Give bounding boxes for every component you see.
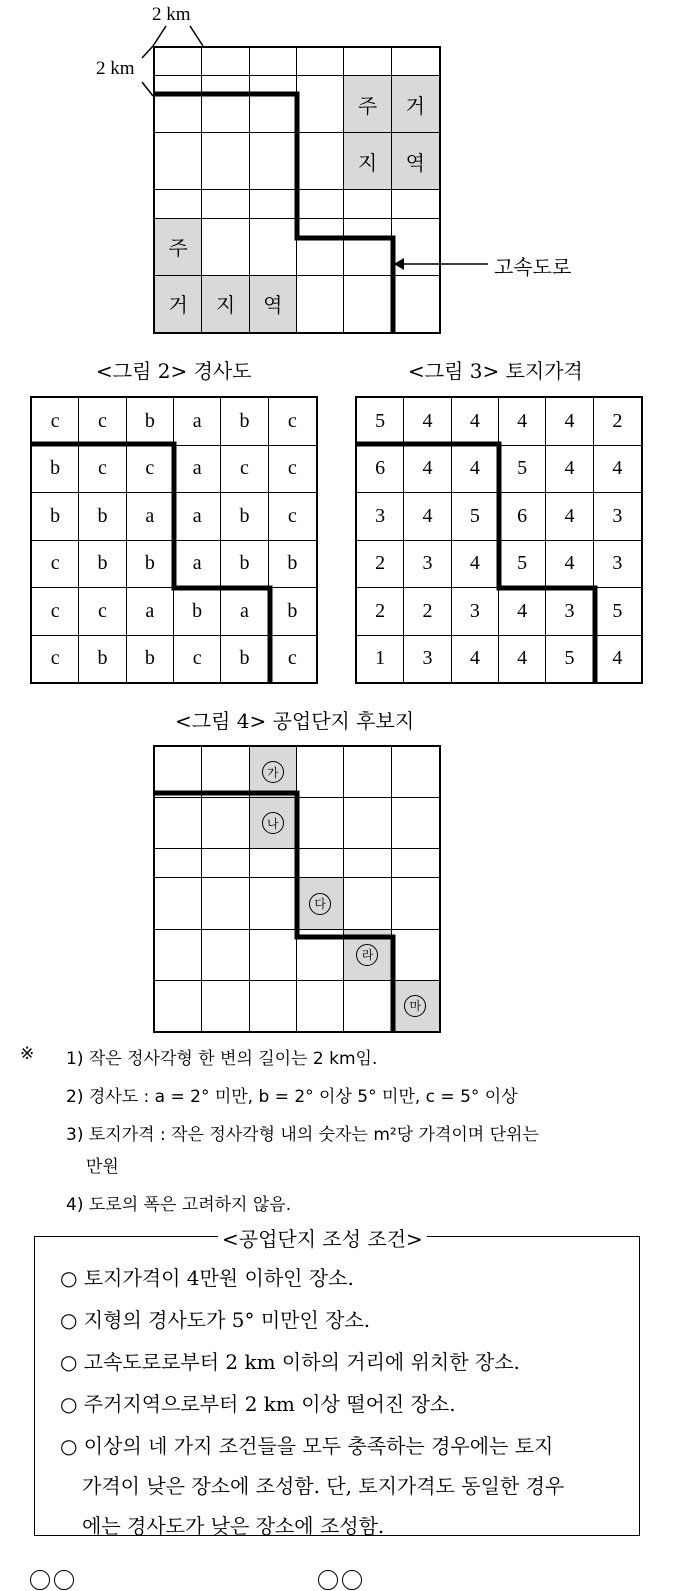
grid-cell: 5	[594, 588, 641, 636]
note-3a: 3) 토지가격 : 작은 정사각형 내의 숫자는 m²당 가격이며 단위는	[66, 1125, 539, 1145]
grid-cell	[202, 219, 249, 276]
grid-cell	[392, 190, 439, 218]
grid-cell: 지	[344, 133, 391, 190]
grid-cell: 6	[499, 493, 546, 541]
grid-cell: b	[127, 541, 174, 589]
grid-cell: 3	[452, 588, 499, 636]
grid-cell: c	[269, 446, 316, 494]
condition-5: ○ 이상의 네 가지 조건들을 모두 충족하는 경우에는 토지	[60, 1434, 554, 1458]
grid-cell: 4	[499, 588, 546, 636]
grid-cell	[202, 76, 249, 133]
grid-cell	[344, 276, 391, 332]
grid-cell	[344, 981, 391, 1031]
grid-cell: 2	[594, 398, 641, 446]
note-2: 2) 경사도 : a = 2° 미만, b = 2° 이상 5° 미만, c = 5° 이상	[66, 1087, 518, 1107]
grid-cell	[202, 849, 249, 878]
slope-grid	[30, 396, 318, 684]
grid-cell	[297, 878, 344, 929]
choice-marker	[30, 1570, 50, 1590]
grid-cell	[250, 76, 297, 133]
grid-cell: 4	[546, 446, 593, 494]
grid-cell	[155, 930, 202, 981]
grid-cell: b	[32, 446, 79, 494]
grid-cell	[155, 798, 202, 849]
grid-cell	[250, 747, 297, 798]
grid-cell: c	[269, 493, 316, 541]
grid-cell	[155, 76, 202, 133]
candidate-label: 마	[404, 995, 426, 1017]
grid-cell: 거	[155, 276, 202, 332]
grid-cell: 4	[404, 493, 451, 541]
grid-cell: c	[79, 588, 126, 636]
grid-cell	[297, 798, 344, 849]
grid-cell: 5	[499, 446, 546, 494]
grid-cell: 4	[452, 446, 499, 494]
grid-cell: b	[221, 636, 268, 683]
grid-cell	[297, 48, 344, 76]
condition-5-cont: 가격이 낮은 장소에 조성함. 단, 토지가격도 동일한 경우	[82, 1474, 565, 1498]
condition-1: ○ 토지가격이 4만원 이하인 장소.	[60, 1266, 354, 1290]
grid-cell	[202, 798, 249, 849]
grid-cell: 역	[250, 276, 297, 332]
dimension-label-top: 2 km	[152, 4, 191, 25]
grid-cell	[155, 133, 202, 190]
candidate-site-grid	[153, 745, 441, 1033]
grid-cell	[250, 133, 297, 190]
grid-cell	[250, 878, 297, 929]
grid-cell: 2	[357, 588, 404, 636]
grid-cell	[344, 849, 391, 878]
grid-cell	[155, 981, 202, 1031]
grid-cell: 3	[357, 493, 404, 541]
grid-cell	[155, 878, 202, 929]
grid-cell	[392, 849, 439, 878]
grid-cell: c	[174, 636, 221, 683]
grid-cell	[250, 849, 297, 878]
grid-cell	[202, 190, 249, 218]
fig2-caption: <그림 2> 경사도	[96, 359, 252, 383]
grid-cell: 5	[499, 541, 546, 589]
grid-cell: 4	[452, 541, 499, 589]
grid-cell: 3	[546, 588, 593, 636]
grid-cell: b	[221, 398, 268, 446]
land-price-grid	[355, 396, 643, 684]
grid-cell: 4	[499, 398, 546, 446]
grid-cell: 4	[499, 636, 546, 683]
grid-cell: c	[79, 398, 126, 446]
grid-cell: 지	[202, 276, 249, 332]
conditions-title: <공업단지 조성 조건>	[218, 1223, 427, 1252]
grid-cell	[202, 930, 249, 981]
highway-label: 고속도로	[494, 255, 572, 279]
grid-cell	[344, 930, 391, 981]
grid-cell	[202, 133, 249, 190]
candidate-label: 다	[309, 893, 331, 915]
grid-cell: 2	[404, 588, 451, 636]
grid-cell	[344, 190, 391, 218]
grid-cell: a	[174, 398, 221, 446]
grid-cell: b	[127, 398, 174, 446]
condition-2: ○ 지형의 경사도가 5° 미만인 장소.	[60, 1308, 371, 1332]
grid-cell: c	[32, 636, 79, 683]
grid-cell	[392, 276, 439, 332]
grid-cell: 3	[594, 541, 641, 589]
grid-cell	[297, 930, 344, 981]
grid-cell: 4	[546, 398, 593, 446]
note-1: 1) 작은 정사각형 한 변의 길이는 2 km임.	[66, 1049, 378, 1069]
grid-cell	[250, 190, 297, 218]
grid-cell: 5	[546, 636, 593, 683]
grid-cell	[344, 798, 391, 849]
choice-marker	[54, 1570, 74, 1590]
dimension-label-left: 2 km	[96, 58, 135, 79]
grid-cell: c	[32, 398, 79, 446]
grid-cell	[392, 878, 439, 929]
grid-cell: 4	[404, 398, 451, 446]
grid-cell	[297, 849, 344, 878]
grid-cell	[297, 276, 344, 332]
grid-cell: 4	[546, 541, 593, 589]
grid-cell	[297, 133, 344, 190]
grid-cell	[392, 219, 439, 276]
grid-cell: c	[221, 446, 268, 494]
grid-cell	[155, 48, 202, 76]
grid-cell	[155, 190, 202, 218]
grid-cell: 4	[594, 446, 641, 494]
fig4-caption: <그림 4> 공업단지 후보지	[175, 709, 415, 733]
grid-cell	[250, 981, 297, 1031]
grid-cell: 3	[404, 541, 451, 589]
grid-cell	[250, 798, 297, 849]
grid-cell: b	[79, 493, 126, 541]
grid-cell	[202, 747, 249, 798]
grid-cell	[297, 981, 344, 1031]
grid-cell: b	[79, 636, 126, 683]
grid-cell: a	[127, 493, 174, 541]
note-3b: 만원	[86, 1157, 119, 1177]
condition-4: ○ 주거지역으로부터 2 km 이상 떨어진 장소.	[60, 1392, 456, 1416]
grid-cell: b	[32, 493, 79, 541]
grid-cell: 역	[392, 133, 439, 190]
grid-cell	[250, 219, 297, 276]
grid-cell	[155, 849, 202, 878]
grid-cell: c	[32, 588, 79, 636]
choice-marker	[342, 1570, 362, 1590]
grid-cell: 1	[357, 636, 404, 683]
grid-cell: c	[79, 446, 126, 494]
grid-cell: b	[127, 636, 174, 683]
grid-cell: a	[127, 588, 174, 636]
grid-cell: 3	[404, 636, 451, 683]
grid-cell: a	[174, 541, 221, 589]
grid-cell: 5	[357, 398, 404, 446]
grid-cell	[202, 981, 249, 1031]
grid-cell	[250, 930, 297, 981]
grid-cell: c	[127, 446, 174, 494]
grid-cell: 주	[155, 219, 202, 276]
grid-cell: b	[221, 493, 268, 541]
grid-cell	[344, 219, 391, 276]
residential-map-grid	[153, 46, 441, 334]
candidate-label: 나	[262, 812, 284, 834]
grid-cell	[297, 190, 344, 218]
grid-cell: 4	[452, 636, 499, 683]
grid-cell	[250, 48, 297, 76]
grid-cell: 2	[357, 541, 404, 589]
grid-cell: 4	[546, 493, 593, 541]
note-4: 4) 도로의 폭은 고려하지 않음.	[66, 1195, 292, 1215]
grid-cell	[344, 878, 391, 929]
grid-cell: c	[32, 541, 79, 589]
grid-cell: 3	[594, 493, 641, 541]
grid-cell	[392, 930, 439, 981]
grid-cell: a	[221, 588, 268, 636]
condition-3: ○ 고속도로로부터 2 km 이하의 거리에 위치한 장소.	[60, 1350, 520, 1374]
grid-cell	[202, 48, 249, 76]
grid-cell	[392, 981, 439, 1031]
candidate-label: 라	[356, 944, 378, 966]
grid-cell: 4	[452, 398, 499, 446]
note-mark: ※	[20, 1044, 35, 1064]
candidate-label: 가	[262, 761, 284, 783]
grid-cell	[344, 747, 391, 798]
grid-cell	[392, 747, 439, 798]
grid-cell	[344, 48, 391, 76]
grid-cell	[297, 219, 344, 276]
grid-cell: a	[174, 446, 221, 494]
grid-cell	[392, 48, 439, 76]
grid-cell: a	[174, 493, 221, 541]
grid-cell	[297, 747, 344, 798]
grid-cell: b	[79, 541, 126, 589]
grid-cell	[202, 878, 249, 929]
grid-cell: c	[269, 398, 316, 446]
condition-5-cont2: 에는 경사도가 낮은 장소에 조성함.	[82, 1514, 385, 1538]
grid-cell: b	[269, 541, 316, 589]
grid-cell: b	[269, 588, 316, 636]
grid-cell: 4	[612, 647, 623, 670]
grid-cell	[392, 798, 439, 849]
grid-cell: 6	[357, 446, 404, 494]
grid-cell	[297, 76, 344, 133]
grid-cell	[155, 747, 202, 798]
choice-marker	[318, 1570, 338, 1590]
fig3-caption: <그림 3> 토지가격	[408, 359, 583, 383]
grid-cell: 5	[452, 493, 499, 541]
grid-cell: 4	[404, 446, 451, 494]
grid-cell: c	[287, 647, 297, 670]
grid-cell: b	[221, 541, 268, 589]
grid-cell: 거	[392, 76, 439, 133]
grid-cell: 주	[344, 76, 391, 133]
grid-cell: b	[174, 588, 221, 636]
